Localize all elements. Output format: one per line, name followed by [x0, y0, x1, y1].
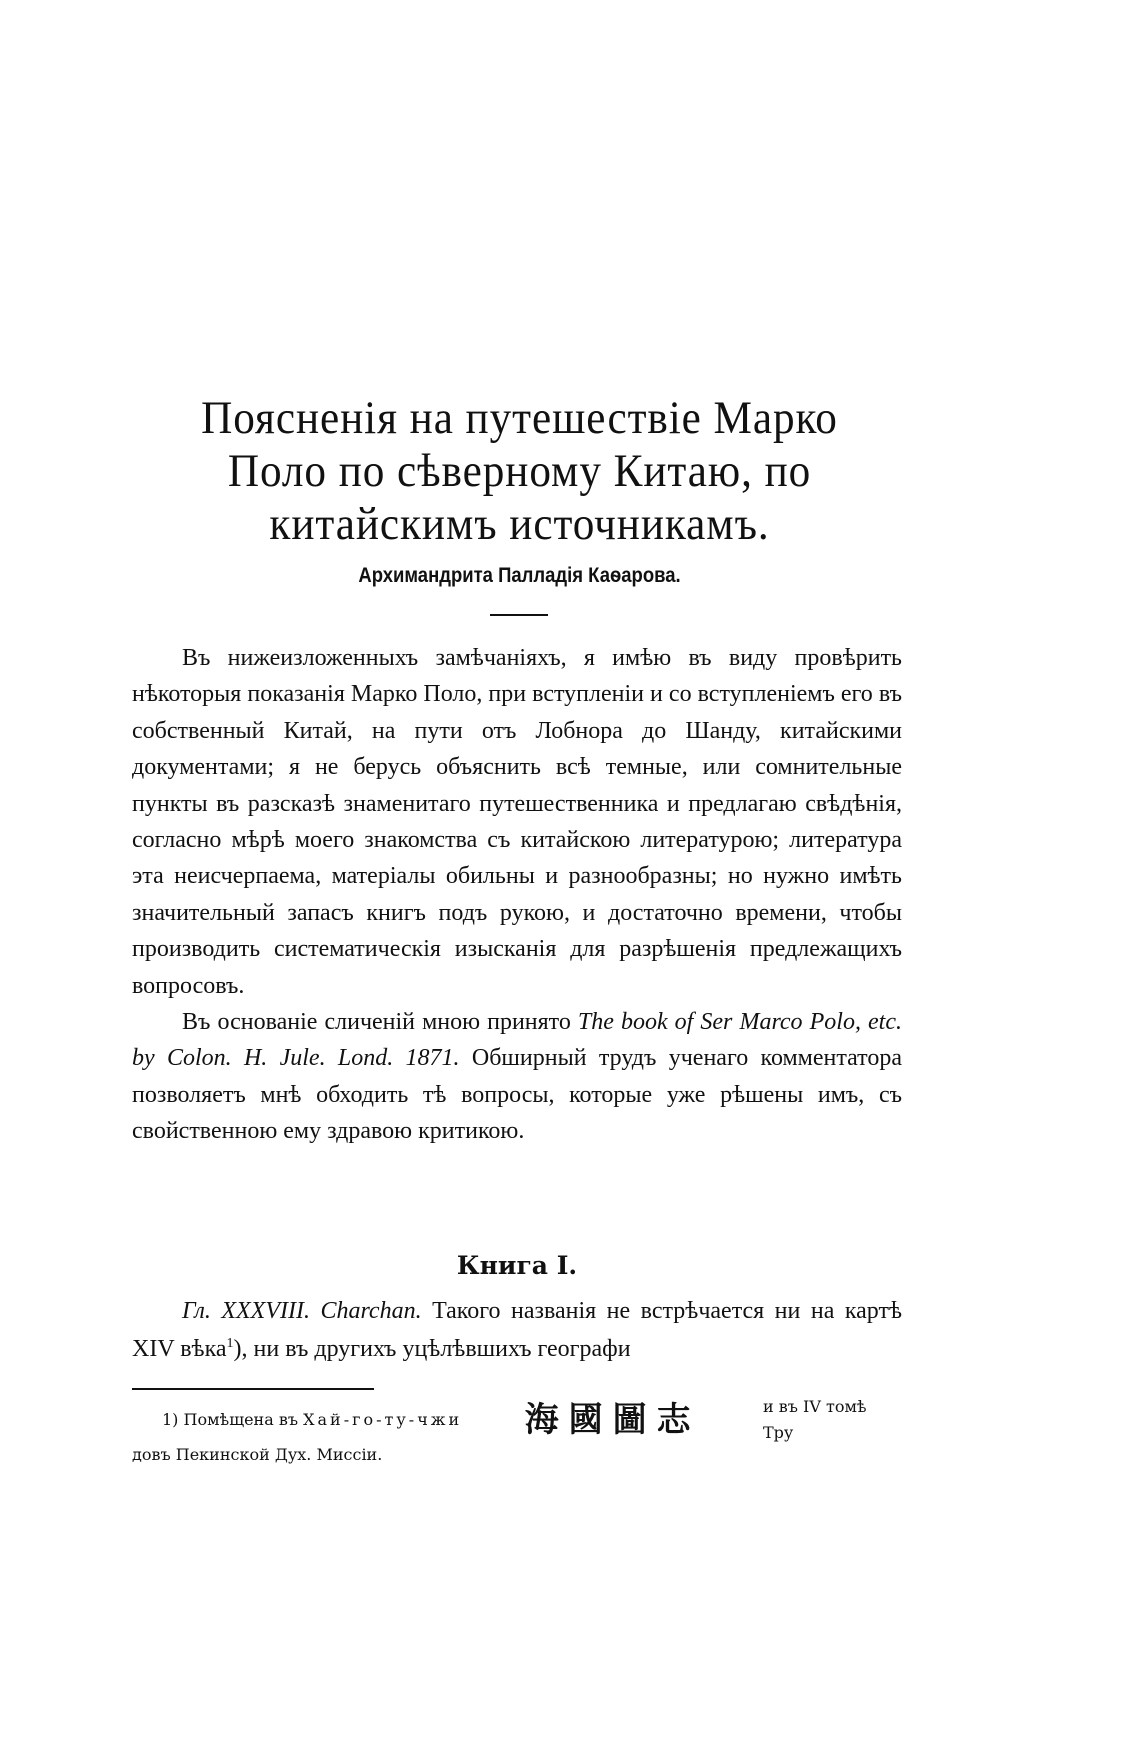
chapter-text-lead: Такого названія не встрѣчается ни на картѣ XIV вѣка — [132, 1298, 902, 1362]
paragraph-2-lead: Въ основаніе сличеній мною принято — [182, 1009, 578, 1036]
author-line: Архимандрита Палладія Каѳарова. — [358, 564, 681, 587]
paragraph-2-tail: Обширный трудъ ученаго комментатора позволяетъ мнѣ обходить тѣ вопросы, которые уже рѣшены имъ, съ свойственною ему здравою критикою. — [132, 1045, 903, 1145]
footnote-prefix: 1) Помѣщена въ — [162, 1410, 304, 1429]
footnote-line-1 — [132, 1398, 902, 1442]
source-citation: The book of Ser Marco Polo, etc. by Colon. H. Jule. Lond. 1871. — [132, 1009, 902, 1072]
footnote-title-transliteration: Хай-го-ту-чжи — [303, 1410, 463, 1429]
footnote-suffix: и въ IV томѣ Тру — [763, 1397, 867, 1442]
footnote-line-2: довъ Пекинской Дух. Миссіи. — [132, 1445, 383, 1464]
footnote-marker[interactable]: 1 — [226, 1336, 234, 1351]
footnote-divider — [132, 1388, 374, 1390]
title-divider — [490, 614, 548, 616]
intro-text — [132, 640, 902, 1150]
book-heading: Книга I. — [456, 1251, 578, 1280]
footnote-chinese-title: 海國圖志 — [524, 1400, 701, 1440]
chapter-text-tail: ), ни въ другихъ уцѣлѣвшихъ географи — [233, 1336, 631, 1362]
footnote — [132, 1398, 902, 1468]
article-title: Поясненія на путешествіе Марко Поло по сѣверному Китаю, по китайскимъ источникамъ. — [201, 392, 838, 550]
chapter-reference: Гл. XXXVIII. Charchan. — [182, 1298, 422, 1324]
chapter-text — [132, 1292, 902, 1368]
paragraph-1: Въ нижеизложенныхъ замѣчаніяхъ, я имѣю въ виду провѣрить нѣкоторыя показанія Марко Поло, при вступленіи и со вступленіемъ его въ собственный Китай, на пути отъ Лобнора до Шанду, китайскими документами; я не берусь объяснить всѣ темные, или сомнительные пункты въ разсказѣ знаменитаго путешественника и предлагаю свѣдѣнія, согласно мѣрѣ моего знакомства съ китайскою литературою; литература эта неисчерпаема, матеріалы обильны и разнообразны; но нужно имѣть значительный запасъ книгъ подъ рукою, и достаточно времени, чтобы производить систематическія изысканія для разрѣшенія предлежащихъ вопросовъ. — [132, 645, 902, 999]
chapter-paragraph — [132, 1292, 902, 1368]
footnote-lead — [162, 1407, 462, 1433]
paragraph-2 — [132, 1004, 902, 1150]
